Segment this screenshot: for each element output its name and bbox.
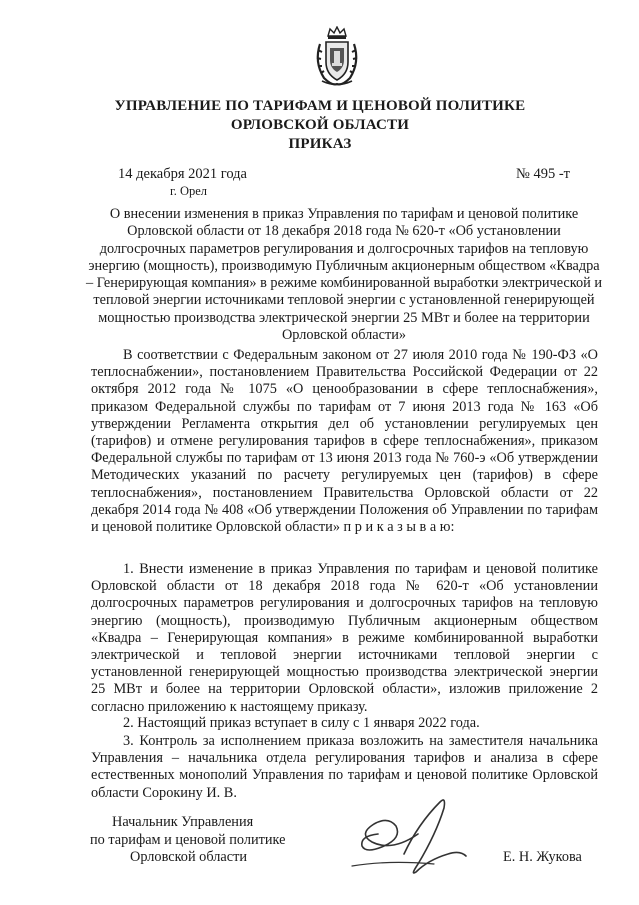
order-date: 14 декабря 2021 года xyxy=(118,166,247,182)
order-subject: О внесении изменения в приказ Управления по тарифам и ценовой политике Орловской области от 18 декабря 2018 года № 620-т «Об установлении долгосрочных параметров регулирования и долгосрочных тарифов на тепловую энергию (мощность), производимую Публичным акционерным обществом «Квадра – Генерирующая компания» в режиме комбинированной выработки электрической и тепловой энергии источниками тепловой энергии с установленной генерирующей мощностью производства электрической энергии 25 МВт и более на территории Орловской области» xyxy=(86,206,602,344)
position-line-2: по тарифам и ценовой политике xyxy=(90,831,286,848)
item-3: 3. Контроль за исполнением приказа возложить на заместителя начальника Управления – начальника отдела регулирования тарифов и анализа в сфере естественных монополий Управления по тарифам и ценовой политике Орловской области Сорокину И. В. xyxy=(91,733,598,801)
order-city: г. Орел xyxy=(170,184,208,198)
preamble-paragraph: В соответствии с Федеральным законом от 27 июля 2010 года № 190-ФЗ «О теплоснабжении», постановлением Правительства Российской Федерации от 22 октября 2012 года № 1075 «О ценообразовании в сфере теплоснабжения», приказом Федеральной службы по тарифам от 7 июня 2013 года № 163 «Об утверждении Регламента открытия дел об установлении регулируемых цен (тарифов) и отмене регулирования тарифов в сфере теплоснабжения», приказом Федеральной службы по тарифам от 13 июня 2013 года № 760-э «Об утверждении Методических указаний по расчету регулируемых цен (тарифов) в сфере теплоснабжения», постановлением Правительства Орловской области от 22 декабря 2014 года № 408 «Об утверждении Положения об Управлении по тарифам и ценовой политике Орловской области» п р и к а з ы в а ю: xyxy=(91,347,598,536)
signatory-position xyxy=(90,814,285,867)
handwritten-signature xyxy=(348,794,478,884)
header-line-1: УПРАВЛЕНИЕ ПО ТАРИФАМ И ЦЕНОВОЙ ПОЛИТИКЕ xyxy=(114,98,526,114)
item-2: 2. Настоящий приказ вступает в силу с 1 января 2022 года. xyxy=(123,715,480,731)
signatory-name: Е. Н. Жукова xyxy=(503,849,582,865)
item-1: 1. Внести изменение в приказ Управления по тарифам и ценовой политике Орловской области от 18 декабря 2018 года № 620-т «Об установлении долгосрочных параметров регулирования и долгосрочных тарифов на тепловую энергию (мощность), производимую Публичным акционерным обществом «Квадра – Генерирующая компания» в режиме комбинированной выработки электрической и тепловой энергии источниками тепловой энергии с установленной генерирующей мощностью производства электрической энергии 25 МВт и более на территории Орловской области», изложив приложение 2 согласно приложению к настоящему приказу. xyxy=(91,561,598,715)
position-line-1: Начальник Управления xyxy=(112,814,254,830)
coat-of-arms-icon xyxy=(312,26,362,88)
header-line-3: ПРИКАЗ xyxy=(288,136,352,152)
header-line-2: ОРЛОВСКОЙ ОБЛАСТИ xyxy=(230,117,410,133)
position-line-3: Орловской области xyxy=(130,849,247,865)
order-number: № 495 -т xyxy=(516,166,570,182)
